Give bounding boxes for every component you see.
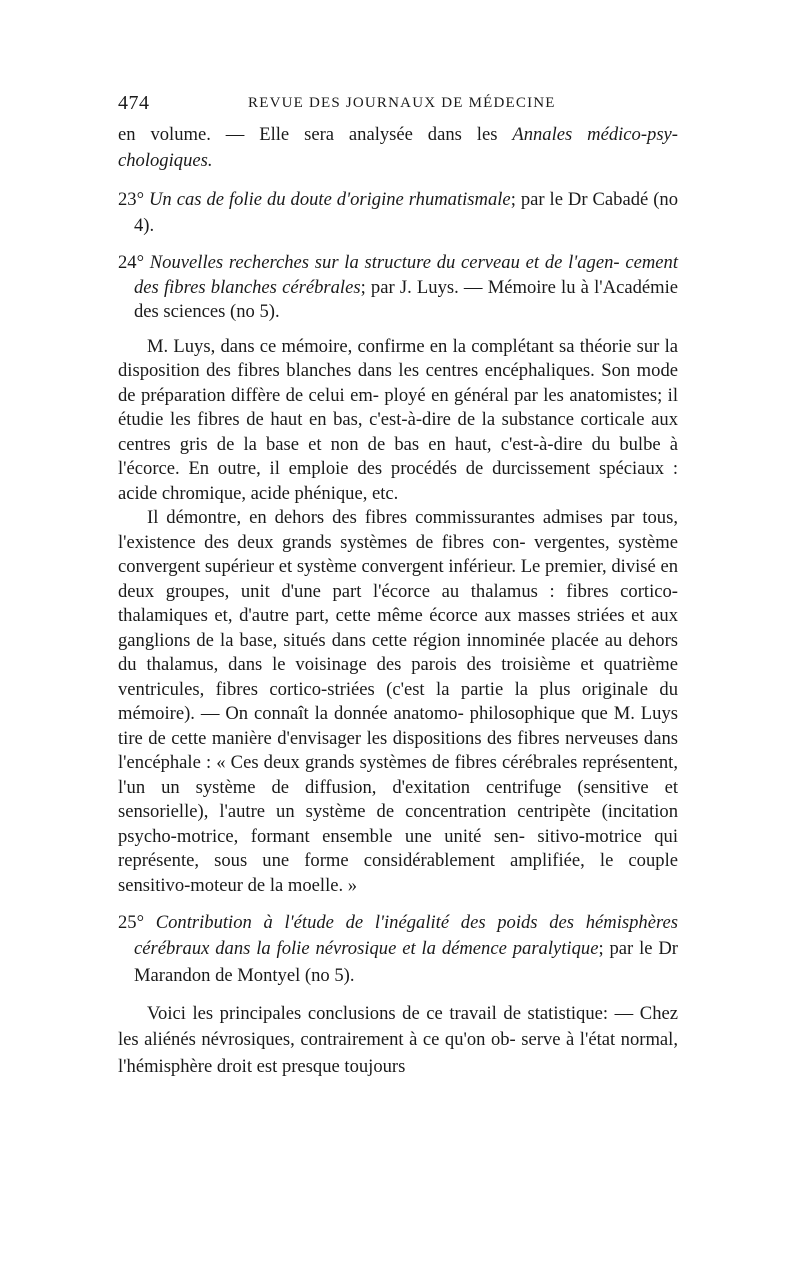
entry-24 — [118, 251, 678, 325]
intro-paragraph — [118, 122, 678, 175]
entry-25 — [118, 910, 678, 989]
intro-text: en volume. — Elle sera analysée dans les — [118, 124, 513, 145]
entry-24-author: ; par J. Luys. — Mémoire lu à l'Académie des sciences (no 5). — [134, 276, 679, 323]
entry-24-number: 24° — [118, 252, 150, 274]
running-header — [118, 92, 678, 120]
entry-23-number: 23° — [118, 188, 149, 210]
entry-24-title: Nouvelles recherches sur la structure du cerveau et de l'agen- cement des fibres blanches cérébrales — [134, 252, 678, 298]
entry-23 — [118, 187, 678, 240]
luys-demonstration-paragraph: Il démontre, en dehors des fibres commissurantes admises par tous, l'existence des deux grands systèmes de fibres con- vergentes, système convergent supérieur et système convergent inférieur. Le premier, divisé en deux groupes, unit d'une part l'écorce au thalamus : fibres cortico-thalamiques et, d'autre part, cette même écorce aux masses striées et aux ganglions de la base, situés dans cette région innominée placée au dehors du thalamus, dans le voisinage des parois des troisième et quatrième ventricules, fibres cortico-striées (c'est la partie la plus originale du mémoire). — On connaît la donnée anatomo- philosophique que M. Luys tire de cette manière d'envisager les dispositions des fibres nerveuses dans l'encéphale : « Ces deux grands systèmes de fibres cérébrales représentent, l'un un système de diffusion, d'exitation centrifuge (sensitive et sensorielle), l'autre un système de concentration centripète (incitation psycho-motrice, formant ensemble une unité sen- sitivo-motrice qui représente, sous une forme considérablement amplifiée, le couple sensitivo-moteur de la moelle. » — [118, 507, 678, 896]
page-number: 474 — [118, 92, 150, 114]
entry-23-title: Un cas de folie du doute d'origine rhumatismale — [149, 188, 511, 210]
entry-23-author: ; par le Dr Cabadé (no 4). — [134, 188, 678, 236]
page-body — [118, 122, 678, 1080]
entry-25-author: ; par le Dr Marandon de Montyel (no 5). — [134, 938, 678, 986]
intro-journal-title: Annales médico-psy- chologiques. — [118, 124, 679, 172]
conclusions-paragraph: Voici les principales conclusions de ce travail de statistique: — Chez les aliénés névrosiques, contrairement à ce qu'on ob- serve à l'état normal, l'hémisphère droit est presque toujours — [118, 1003, 678, 1077]
luys-summary-paragraph: M. Luys, dans ce mémoire, confirme en la complétant sa théorie sur la disposition des fibres blanches dans les centres encéphaliques. Son mode de préparation diffère de celui em- ployé en général par les anatomistes; il étudie les fibres de haut en bas, c'est-à-dire de la substance corticale aux centres gris de la base et non de bas en haut, c'est-à-dire du bulbe à l'écorce. En outre, il emploie des procédés de durcissement spéciaux : acide chromique, acide phénique, etc. — [118, 335, 678, 504]
entry-25-title: Contribution à l'étude de l'inégalité des poids des hémisphères cérébraux dans la folie névrosique et la démence paralytique — [134, 912, 678, 960]
entry-25-number: 25° — [118, 912, 156, 934]
running-title: REVUE DES JOURNAUX DE MÉDECINE — [248, 95, 556, 111]
